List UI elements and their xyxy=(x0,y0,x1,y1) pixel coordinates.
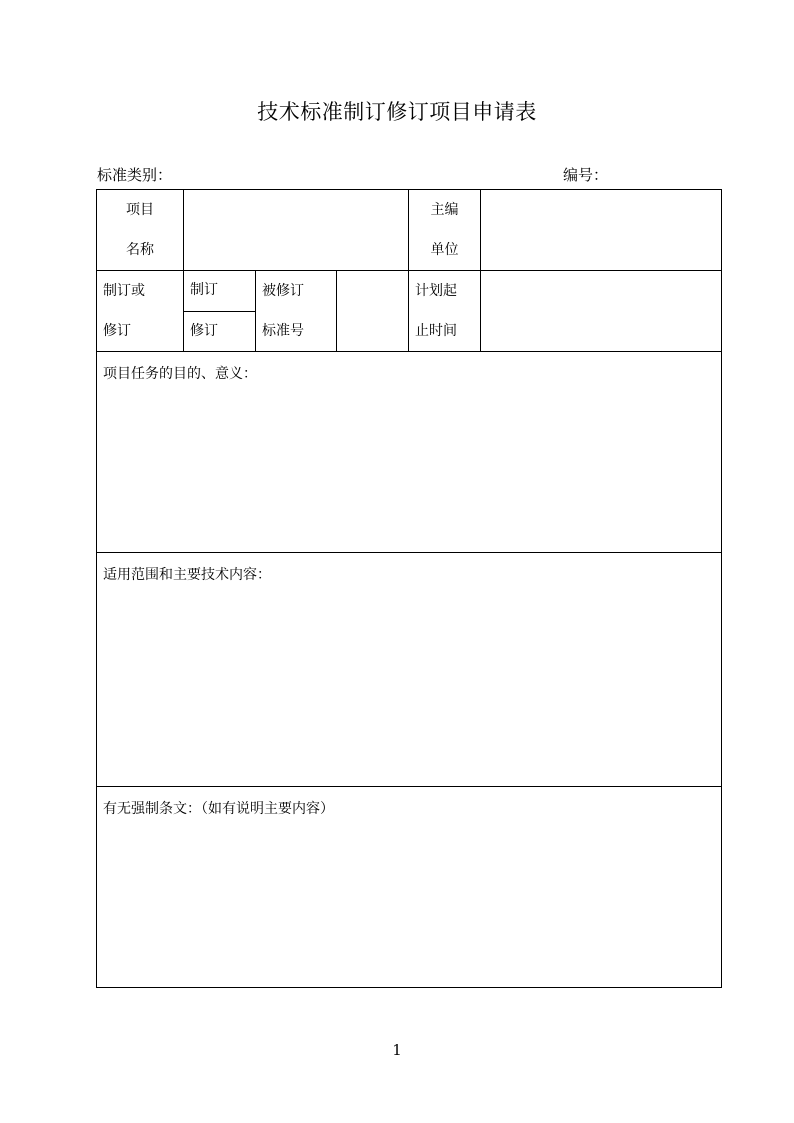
project-name-label-line-1: 项目 xyxy=(126,202,154,218)
revised-standard-label-line-1: 被修订 xyxy=(262,283,304,299)
project-name-label-cell xyxy=(97,190,184,271)
page-number: 1 xyxy=(392,1041,402,1059)
page-title: 技术标准制订修订项目申请表 xyxy=(257,100,537,124)
revision-type-label-line-2: 修订 xyxy=(103,323,131,339)
revision-type-label-line-1: 制订或 xyxy=(103,283,145,299)
schedule-label-cell xyxy=(409,271,481,352)
mandatory-clauses-label: 有无强制条文：（如有说明主要内容） xyxy=(103,801,334,817)
schedule-field[interactable] xyxy=(481,271,722,352)
revised-standard-label-line-2: 标准号 xyxy=(262,323,304,339)
revision-type-label-cell xyxy=(97,271,184,352)
mandatory-clauses-section[interactable] xyxy=(97,787,722,988)
purpose-section[interactable] xyxy=(97,352,722,553)
revised-standard-label-cell xyxy=(256,271,337,352)
schedule-label-line-2: 止时间 xyxy=(415,323,458,339)
revised-standard-field[interactable] xyxy=(337,271,409,352)
option-formulate-cell[interactable] xyxy=(184,271,256,312)
option-formulate-label: 制订 xyxy=(190,282,218,298)
chief-editor-label-line-2: 单位 xyxy=(430,242,459,258)
purpose-section-label: 项目任务的目的、意义： xyxy=(103,366,257,382)
chief-editor-field[interactable] xyxy=(481,190,722,271)
scope-section-label: 适用范围和主要技术内容： xyxy=(103,567,271,583)
chief-editor-label-line-1: 主编 xyxy=(430,202,459,218)
application-form-table xyxy=(96,189,722,988)
project-name-label-line-2: 名称 xyxy=(126,242,154,258)
scope-section[interactable] xyxy=(97,553,722,787)
serial-number-label: 编号： xyxy=(563,166,609,184)
standard-category-label: 标准类别： xyxy=(97,166,173,184)
schedule-label-line-1: 计划起 xyxy=(415,283,458,299)
option-revise-label: 修订 xyxy=(190,323,218,339)
project-name-field[interactable] xyxy=(184,190,409,271)
option-revise-cell[interactable] xyxy=(184,312,256,352)
chief-editor-label-cell xyxy=(409,190,481,271)
